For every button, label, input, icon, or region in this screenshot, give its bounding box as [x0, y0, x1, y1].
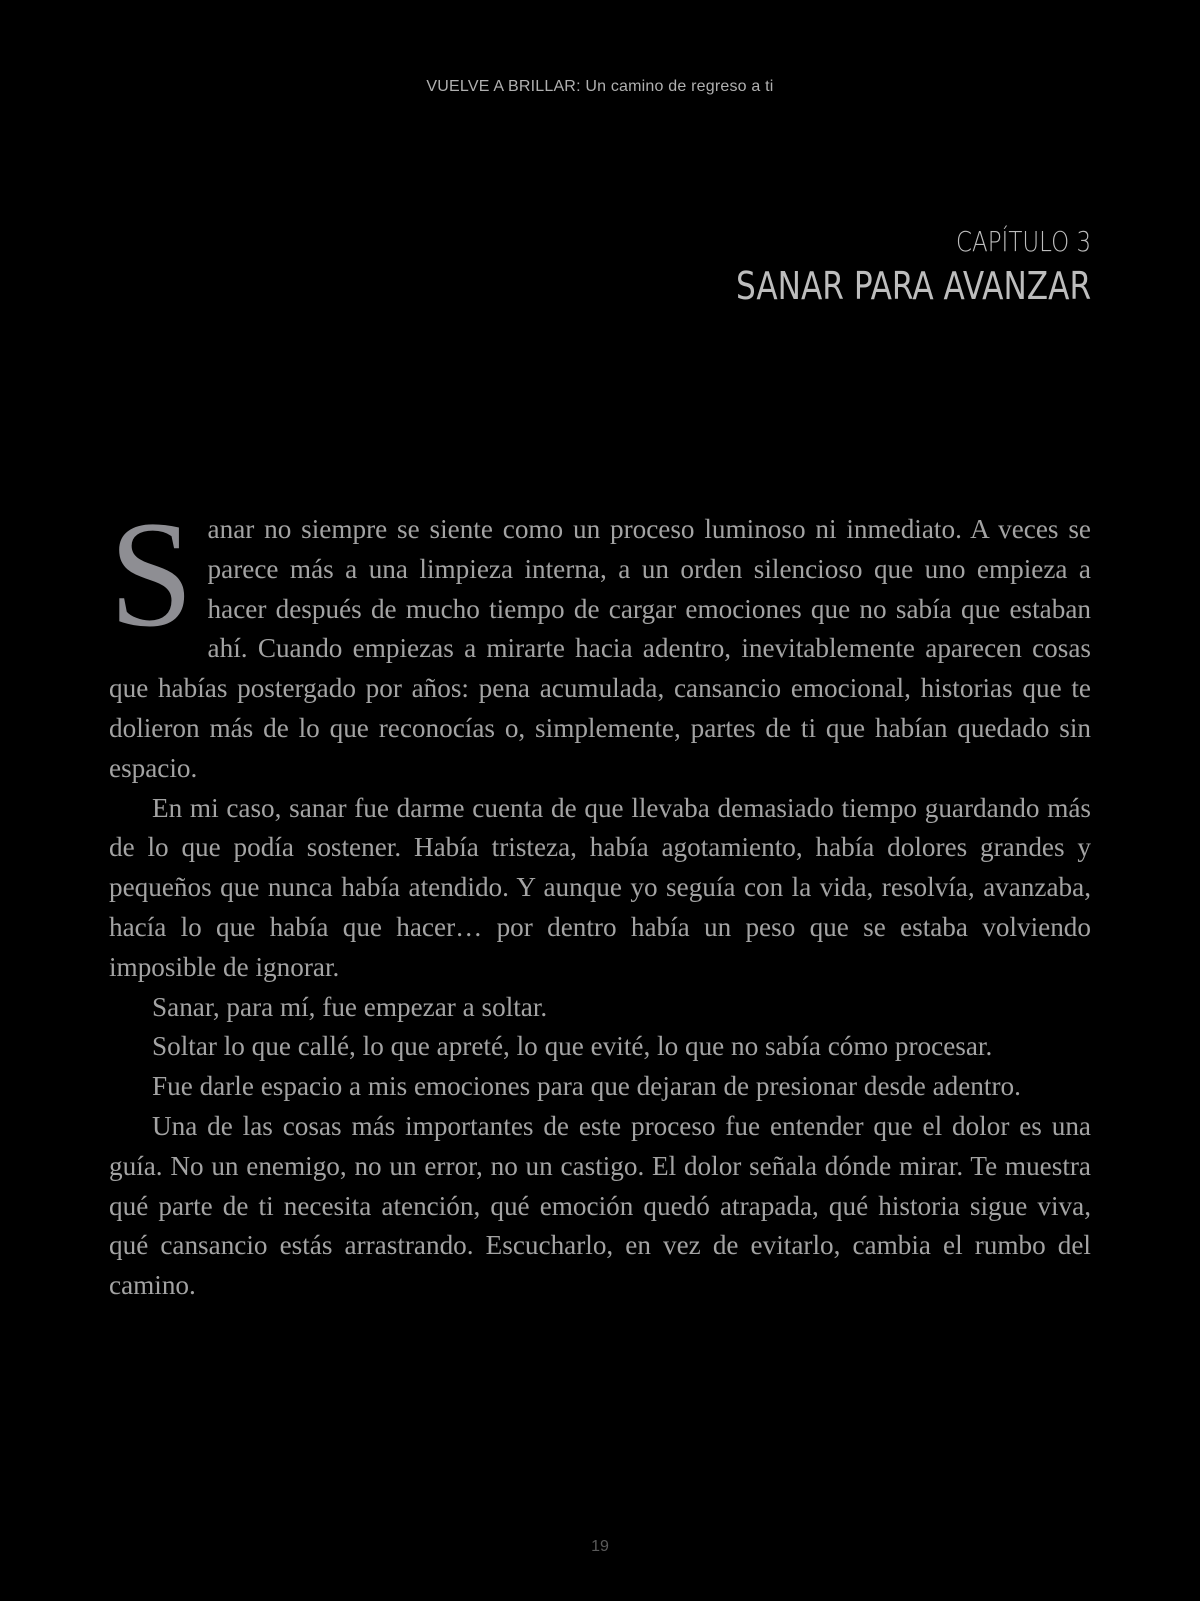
page-number: 19 [591, 1538, 609, 1555]
paragraph: Soltar lo que callé, lo que apreté, lo que evité, lo que no sabía cómo procesar. [152, 1031, 993, 1062]
paragraph: En mi caso, sanar fue darme cuenta de que llevaba demasiado tiempo guardando más de lo que podía sostener. Había tristeza, había agotamiento, había dolores grandes y pequeños que nunca había atendido. Y aunque yo seguía con la vida, resolvía, avanzaba, hacía lo que había que hacer… por dentro había un peso que se estaba volviendo imposible de ignorar. [109, 792, 1091, 982]
chapter-label: CAPÍTULO 3 [955, 225, 1091, 258]
paragraph: Sanar, para mí, fue empezar a soltar. [152, 991, 548, 1022]
paragraph: Una de las cosas más importantes de este proceso fue entender que el dolor es una guía. No un enemigo, no un error, no un castigo. El dolor señala dónde mirar. Te muestra qué parte de ti necesita atención, qué emoción quedó atrapada, qué historia sigue viva, qué cansancio estás arrastrando. Escucharlo, en vez de evitarlo, cambia el rumbo del camino. [109, 1110, 1091, 1301]
chapter-title: SANAR PARA AVANZAR [735, 264, 1091, 308]
drop-cap: S [109, 490, 194, 658]
paragraph [109, 490, 1091, 789]
chapter-body [109, 490, 1091, 1306]
chapter-heading [658, 222, 1091, 310]
running-head: VUELVE A BRILLAR: Un camino de regreso a ti [426, 78, 774, 95]
paragraph: Fue darle espacio a mis emociones para que dejaran de presionar desde adentro. [152, 1071, 1021, 1102]
paragraph-text: anar no siempre se siente como un proceso luminoso ni inmediato. A veces se parece más a una limpieza interna, a un orden silencioso que uno empieza a hacer después de mucho tiempo de cargar emociones que no sabía que estaban ahí. Cuando empiezas a mirarte hacia adentro, inevitablemente aparecen cosas que habías postergado por años: pena acumulada, cansancio emocional, historias que te dolieron más de lo que reconocías o, simplemente, partes de ti que habían quedado sin espacio. [109, 514, 1091, 783]
